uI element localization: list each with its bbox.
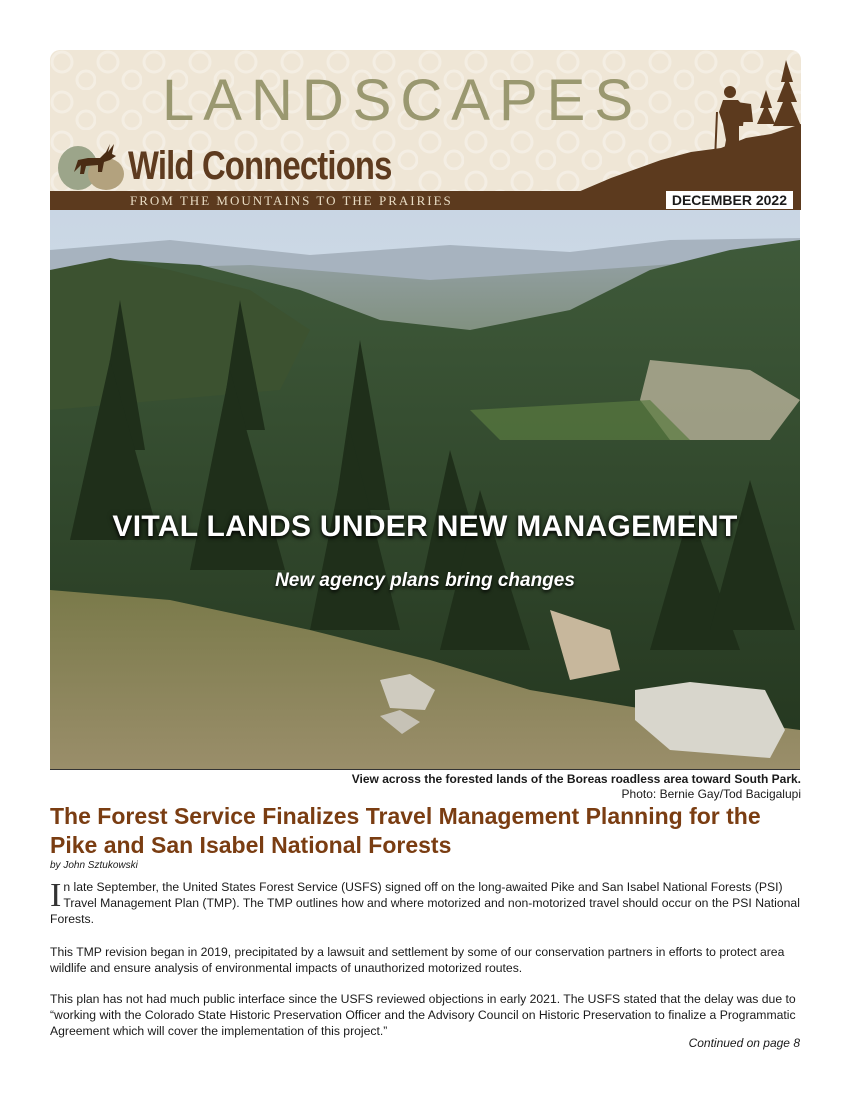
paragraph-text: n late September, the United States Forest Service (USFS) signed off on the long-awaited Pike and San Isabel National Forests (PSI) Travel Management Plan (TMP). The TMP outlines how and where motorized and non-motorized travel should occur on the PSI National Forests. xyxy=(50,880,800,927)
issue-date: DECEMBER 2022 xyxy=(666,191,793,209)
masthead-tagline: FROM THE MOUNTAINS TO THE PRAIRIES xyxy=(130,193,453,208)
continued-link[interactable]: Continued on page 8 xyxy=(688,1036,800,1050)
hiker-silhouette-icon xyxy=(571,60,801,195)
article-byline: by John Sztukowski xyxy=(50,860,138,871)
photo-credit: Photo: Bernie Gay/Tod Bacigalupi xyxy=(621,787,801,801)
caption-text: View across the forested lands of the Boreas roadless area toward South Park. xyxy=(351,772,801,786)
article-headline: The Forest Service Finalizes Travel Management Planning for the Pike and San Isabel National Forests xyxy=(50,803,761,858)
elk-logo-icon xyxy=(54,138,132,194)
article-paragraph: This plan has not had much public interface since the USFS reviewed objections in early 2021. The USFS stated that the delay was due to “working with the Colorado State Historic Preservation Officer and the Advisory Council on Historic Preservation to finalize a Programmatic Agreement which will cover the implementation of this project.” xyxy=(50,992,796,1039)
hero-subtitle: New agency plans bring changes xyxy=(275,570,575,591)
article-paragraph xyxy=(50,879,800,928)
landscape-photo xyxy=(50,210,800,769)
masthead xyxy=(50,50,801,210)
hero-photo xyxy=(50,210,800,770)
photo-caption xyxy=(352,772,801,802)
article-paragraph: This TMP revision began in 2019, precipitated by a lawsuit and settlement by some of our conservation partners in efforts to protect area wildlife and ensure analysis of environmental impacts of unauthorized motorized routes. xyxy=(50,945,785,976)
masthead-title: LANDSCAPES xyxy=(162,68,643,133)
brand-name: Wild Connections xyxy=(128,144,392,188)
drop-cap: I xyxy=(50,877,62,914)
hero-title: VITAL LANDS UNDER NEW MANAGEMENT xyxy=(112,510,738,543)
